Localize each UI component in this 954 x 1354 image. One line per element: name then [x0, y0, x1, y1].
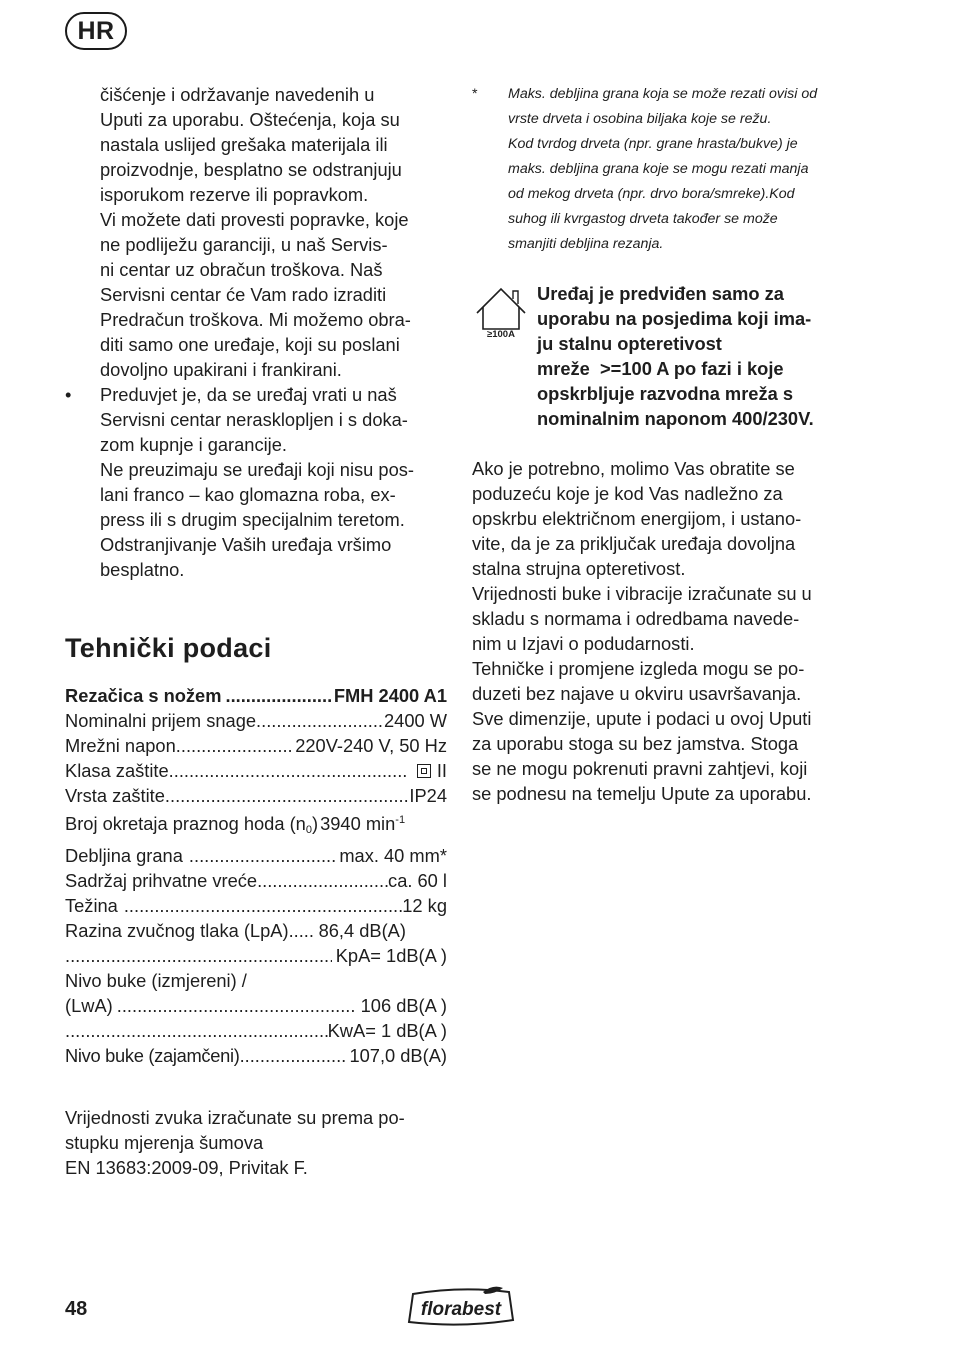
spec-label: Rezačica s nožem [65, 685, 222, 706]
text-line: Sve dimenzije, upute i podaci u ovoj Uputi [472, 708, 812, 729]
text-line: suhog ili kvrgastog drveta također se može [508, 211, 778, 227]
left-column [65, 82, 447, 1180]
spec-value: 12 kg [402, 895, 447, 916]
spec-row-kpa [65, 943, 447, 968]
text-line: smanjiti debljina rezanja. [508, 236, 664, 252]
spec-label: (LwA) [65, 995, 113, 1016]
spec-value: ca. 60 l [388, 870, 447, 891]
spec-value [417, 758, 447, 783]
text-line: Ne preuzimaju se uređaji koji nisu pos- [100, 459, 414, 480]
spec-row-branch [65, 843, 447, 868]
spec-row-voltage [65, 733, 447, 758]
spec-value: FMH 2400 A1 [333, 685, 447, 706]
bullet-item [65, 382, 447, 582]
text-line: lani franco – kao glomazna roba, ex- [100, 484, 396, 505]
spec-value: max. 40 mm* [339, 845, 447, 866]
text-line: maks. debljina grana koje se mogu rezati manja [508, 161, 809, 177]
text-line: mreže >=100 A po fazi i koje [537, 358, 784, 379]
spec-label: Težina [65, 895, 118, 916]
text-line: opskrbljuje razvodna mreža s [537, 383, 794, 404]
spec-value: 2400 W [383, 710, 447, 731]
spec-row-lwa [65, 993, 447, 1018]
spec-row-protection [65, 783, 447, 808]
text-line: nastala uslijed grešaka materijala ili [100, 134, 388, 155]
text-line: čišćenje i održavanje navedenih u [100, 84, 375, 105]
power-requirement-text [537, 281, 872, 431]
text-line: se podnesu na temelju Upute za uporabu. [472, 783, 812, 804]
text-line: Servisni centar će Vam rado izraditi [100, 284, 387, 305]
text-line: duzeti bez najave u okviru usavršavanja. [472, 683, 802, 704]
florabest-logo [405, 1286, 517, 1328]
text-line: se ne mogu pokrenuti pravni zahtjevi, koji [472, 758, 808, 779]
spec-row-kwa [65, 1018, 447, 1043]
protection-class-ii-icon [417, 764, 431, 778]
power-requirement-notice [472, 281, 872, 431]
text-line: uporabu na posjedima koji ima- [537, 308, 812, 329]
spec-label: Mrežni napon [65, 735, 176, 756]
house-power-icon [473, 283, 529, 343]
spec-label: Broj okretaja praznog hoda $(n_0)$ [65, 813, 319, 836]
text-line: ju stalnu opteretivost [537, 333, 722, 354]
spec-value: 106 dB(A ) [360, 995, 447, 1016]
text-line: stalna strujna opteretivost. [472, 558, 686, 579]
text-line: Kod tvrdog drveta (npr. grane hrasta/bukve) je [508, 136, 798, 152]
spec-row-bag [65, 868, 447, 893]
spec-row-guaranteed [65, 1043, 447, 1068]
spec-label: Nivo buke (zajamčeni) [65, 1045, 240, 1066]
footnote-star: * [472, 86, 478, 102]
spec-row-speed [65, 808, 447, 843]
branch-footnote [472, 82, 872, 257]
text-line: press ili s drugim specijalnim teretom. [100, 509, 405, 530]
text-line: Vrijednosti buke i vibracije izračunate su u [472, 583, 812, 604]
spec-label: Nominalni prijem snage [65, 710, 257, 731]
spec-row-product [65, 683, 447, 708]
section-heading: Tehnički podaci [65, 633, 272, 663]
spec-label: Klasa zaštite [65, 760, 169, 781]
spec-row-measured [65, 968, 447, 993]
text-line: vrste drveta i osobina biljaka koje se režu. [508, 111, 772, 127]
house-label: ≥100A [487, 329, 515, 340]
spec-row-weight [65, 893, 447, 918]
spec-label: Debljina grana [65, 845, 183, 866]
spec-row-lpa [65, 918, 447, 943]
spec-value: IP24 [409, 785, 447, 806]
text-line: nim u Izjavi o podudarnosti. [472, 633, 695, 654]
language-badge: HR [65, 12, 127, 50]
text-line: dovoljno upakirani i frankirani. [100, 359, 342, 380]
text-line: skladu s normama i odredbama navede- [472, 608, 800, 629]
brand-text: florabest [420, 1299, 502, 1320]
right-column [472, 82, 872, 806]
spec-value: 220V-240 V, 50 Hz [295, 735, 447, 756]
text-line: Tehničke i promjene izgleda mogu se po- [472, 658, 805, 679]
text-line: Uređaj je predviđen samo za [537, 283, 784, 304]
text-line: proizvodnje, besplatno se odstranjuju [100, 159, 402, 180]
text-line: Predračun troškova. Mi možemo obra- [100, 309, 411, 330]
spec-value: 3940 $\min^{-1}$ [320, 813, 406, 834]
text-line: Preduvjet je, da se uređaj vrati u naš [100, 384, 397, 405]
spec-label: Vrsta zaštite [65, 785, 165, 806]
text-line: ni centar uz obračun troškova. Naš [100, 259, 383, 280]
spec-value-text: II [436, 760, 447, 781]
supply-paragraph [472, 456, 872, 806]
text-line: vite, da je za priključak uređaja dovoljna [472, 533, 796, 554]
spec-label: Sadržaj prihvatne vreće [65, 870, 258, 891]
warranty-paragraph [65, 82, 447, 382]
spec-row-class [65, 758, 447, 783]
text-line: Ako je potrebno, molimo Vas obratite se [472, 458, 795, 479]
bullet-mark: • [65, 384, 72, 405]
text-line: poduzeću koje je kod Vas nadležno za [472, 483, 783, 504]
text-line: Servisni centar nerasklopljen i s doka- [100, 409, 408, 430]
spec-value: KpA= 1dB(A ) [335, 945, 447, 966]
spec-value: 86,4 dB(A) [318, 920, 406, 941]
text-line: EN 13683:2009-09, Privitak F. [65, 1157, 308, 1178]
spec-row-power [65, 708, 447, 733]
text-line: besplatno. [100, 559, 185, 580]
text-line: Vrijednosti zvuka izračunate su prema po- [65, 1107, 405, 1128]
spec-value: KwA= 1 dB(A ) [327, 1020, 447, 1041]
noise-note [65, 1105, 447, 1180]
text-line: Vi možete dati provesti popravke, koje [100, 209, 409, 230]
specs-table [65, 683, 447, 1068]
spec-value: 107,0 dB(A) [349, 1045, 447, 1066]
text-line: Maks. debljina grana koja se može rezati ovisi od [508, 86, 818, 102]
text-line: nominalnim naponom 400/230V. [537, 408, 814, 429]
text-line: ne podliježu garanciji, u naš Servis- [100, 234, 388, 255]
spec-label: Nivo buke (izmjereni) / [65, 970, 247, 991]
text-line: opskrbu električnom energijom, i ustano- [472, 508, 802, 529]
text-line: stupku mjerenja šumova [65, 1132, 264, 1153]
spec-label: Razina zvučnog tlaka (LpA) [65, 920, 289, 941]
text-line: Uputi za uporabu. Oštećenja, koja su [100, 109, 400, 130]
text-line: Odstranjivanje Vaših uređaja vršimo [100, 534, 392, 555]
text-line: zom kupnje i garancije. [100, 434, 287, 455]
text-line: od mekog drveta (npr. drvo bora/smreke).Kod [508, 186, 795, 202]
text-line: diti samo one uređaje, koji su poslani [100, 334, 400, 355]
text-line: isporukom rezerve ili popravkom. [100, 184, 369, 205]
page-number: 48 [65, 1298, 88, 1320]
text-line: za uporabu stoga su bez jamstva. Stoga [472, 733, 799, 754]
